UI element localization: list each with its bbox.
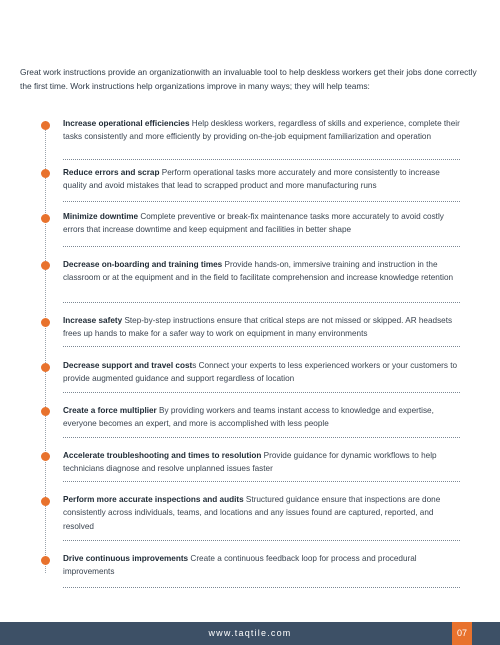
list-item [63,493,460,533]
item-body: Step-by-step instructions ensure that critical steps are not missed or skipped. AR headsets frees up hands to make for a safer way to work on equipment in many environments [63,316,453,339]
footer-website-link[interactable]: www.taqtile.com [208,628,292,638]
dotted-divider [63,159,460,160]
dotted-divider [63,246,460,247]
dotted-divider [63,540,460,541]
item-body: Provide guidance for dynamic workflows to help technicians diagnose and resolve unplanned issues faster [63,451,437,474]
list-item [63,210,460,237]
item-body: By providing workers and teams instant access to knowledge and expertise, everyone becomes an expert, and more is accomplished with less people [63,406,434,429]
timeline-dot [41,556,50,565]
item-body: Create a continuous feedback loop for process and procedural improvements [63,554,417,577]
list-item [63,314,460,341]
item-body: Help deskless workers, regardless of skills and experience, complete their tasks consistently and more efficiently by providing on-the-job equipment familiarization and operation [63,119,460,142]
timeline-dot [41,407,50,416]
item-title: Create a force multiplier [63,406,157,415]
timeline-dot [41,318,50,327]
item-title: Decrease support and travel cost [63,361,193,370]
dotted-divider [63,346,460,347]
item-title: Perform more accurate inspections and audits [63,495,244,504]
dotted-divider [63,587,460,588]
list-item [63,552,460,579]
page-number: 07 [452,622,472,645]
dotted-divider [63,481,460,482]
timeline-dot [41,121,50,130]
item-title: Drive continuous improvements [63,554,189,563]
dotted-divider [63,437,460,438]
item-title: Minimize downtime [63,212,139,221]
item-body: Perform operational tasks more accurately and more consistently to increase quality and avoid mistakes that lead to scrapped product and more manufacturing runs [63,168,440,191]
item-body: Structured guidance ensure that inspections are done consistently across individuals, teams, and locations and any issues found are captured, reported, and resolved [63,495,441,531]
list-item [63,359,460,386]
dotted-divider [63,302,460,303]
list-item [63,404,460,431]
dotted-divider [63,201,460,202]
item-title: Decrease on-boarding and training times [63,260,223,269]
list-item [63,449,460,476]
list-item [63,258,460,285]
timeline-dot [41,452,50,461]
timeline-dot [41,497,50,506]
item-body: s Connect your experts to less experienced workers or your customers to provide augmented guidance and support regardless of location [63,361,458,384]
item-body: Complete preventive or break-fix maintenance tasks more accurately to avoid costly errors that increase downtime and keep equipment and facilities in better shape [63,212,444,235]
list-item [63,117,460,144]
dotted-divider [63,392,460,393]
item-title: Accelerate troubleshooting and times to resolution [63,451,262,460]
item-title: Reduce errors and scrap [63,168,160,177]
timeline-dot [41,363,50,372]
item-title: Increase safety [63,316,123,325]
intro-paragraph: Great work instructions provide an organizationwith an invaluable tool to help deskless workers get their jobs done correctly the first time. Work instructions help organizations improve in many ways; they will help teams: [20,67,477,91]
timeline-dot [41,261,50,270]
item-body: Provide hands-on, immersive training and instruction in the classroom or at the equipment and in the field to facilitate comprehension and increase knowledge retention [63,260,454,283]
timeline-dot [41,214,50,223]
page-footer [0,622,500,645]
list-item [63,166,460,193]
timeline-dot [41,169,50,178]
item-title: Increase operational efficiencies [63,119,190,128]
